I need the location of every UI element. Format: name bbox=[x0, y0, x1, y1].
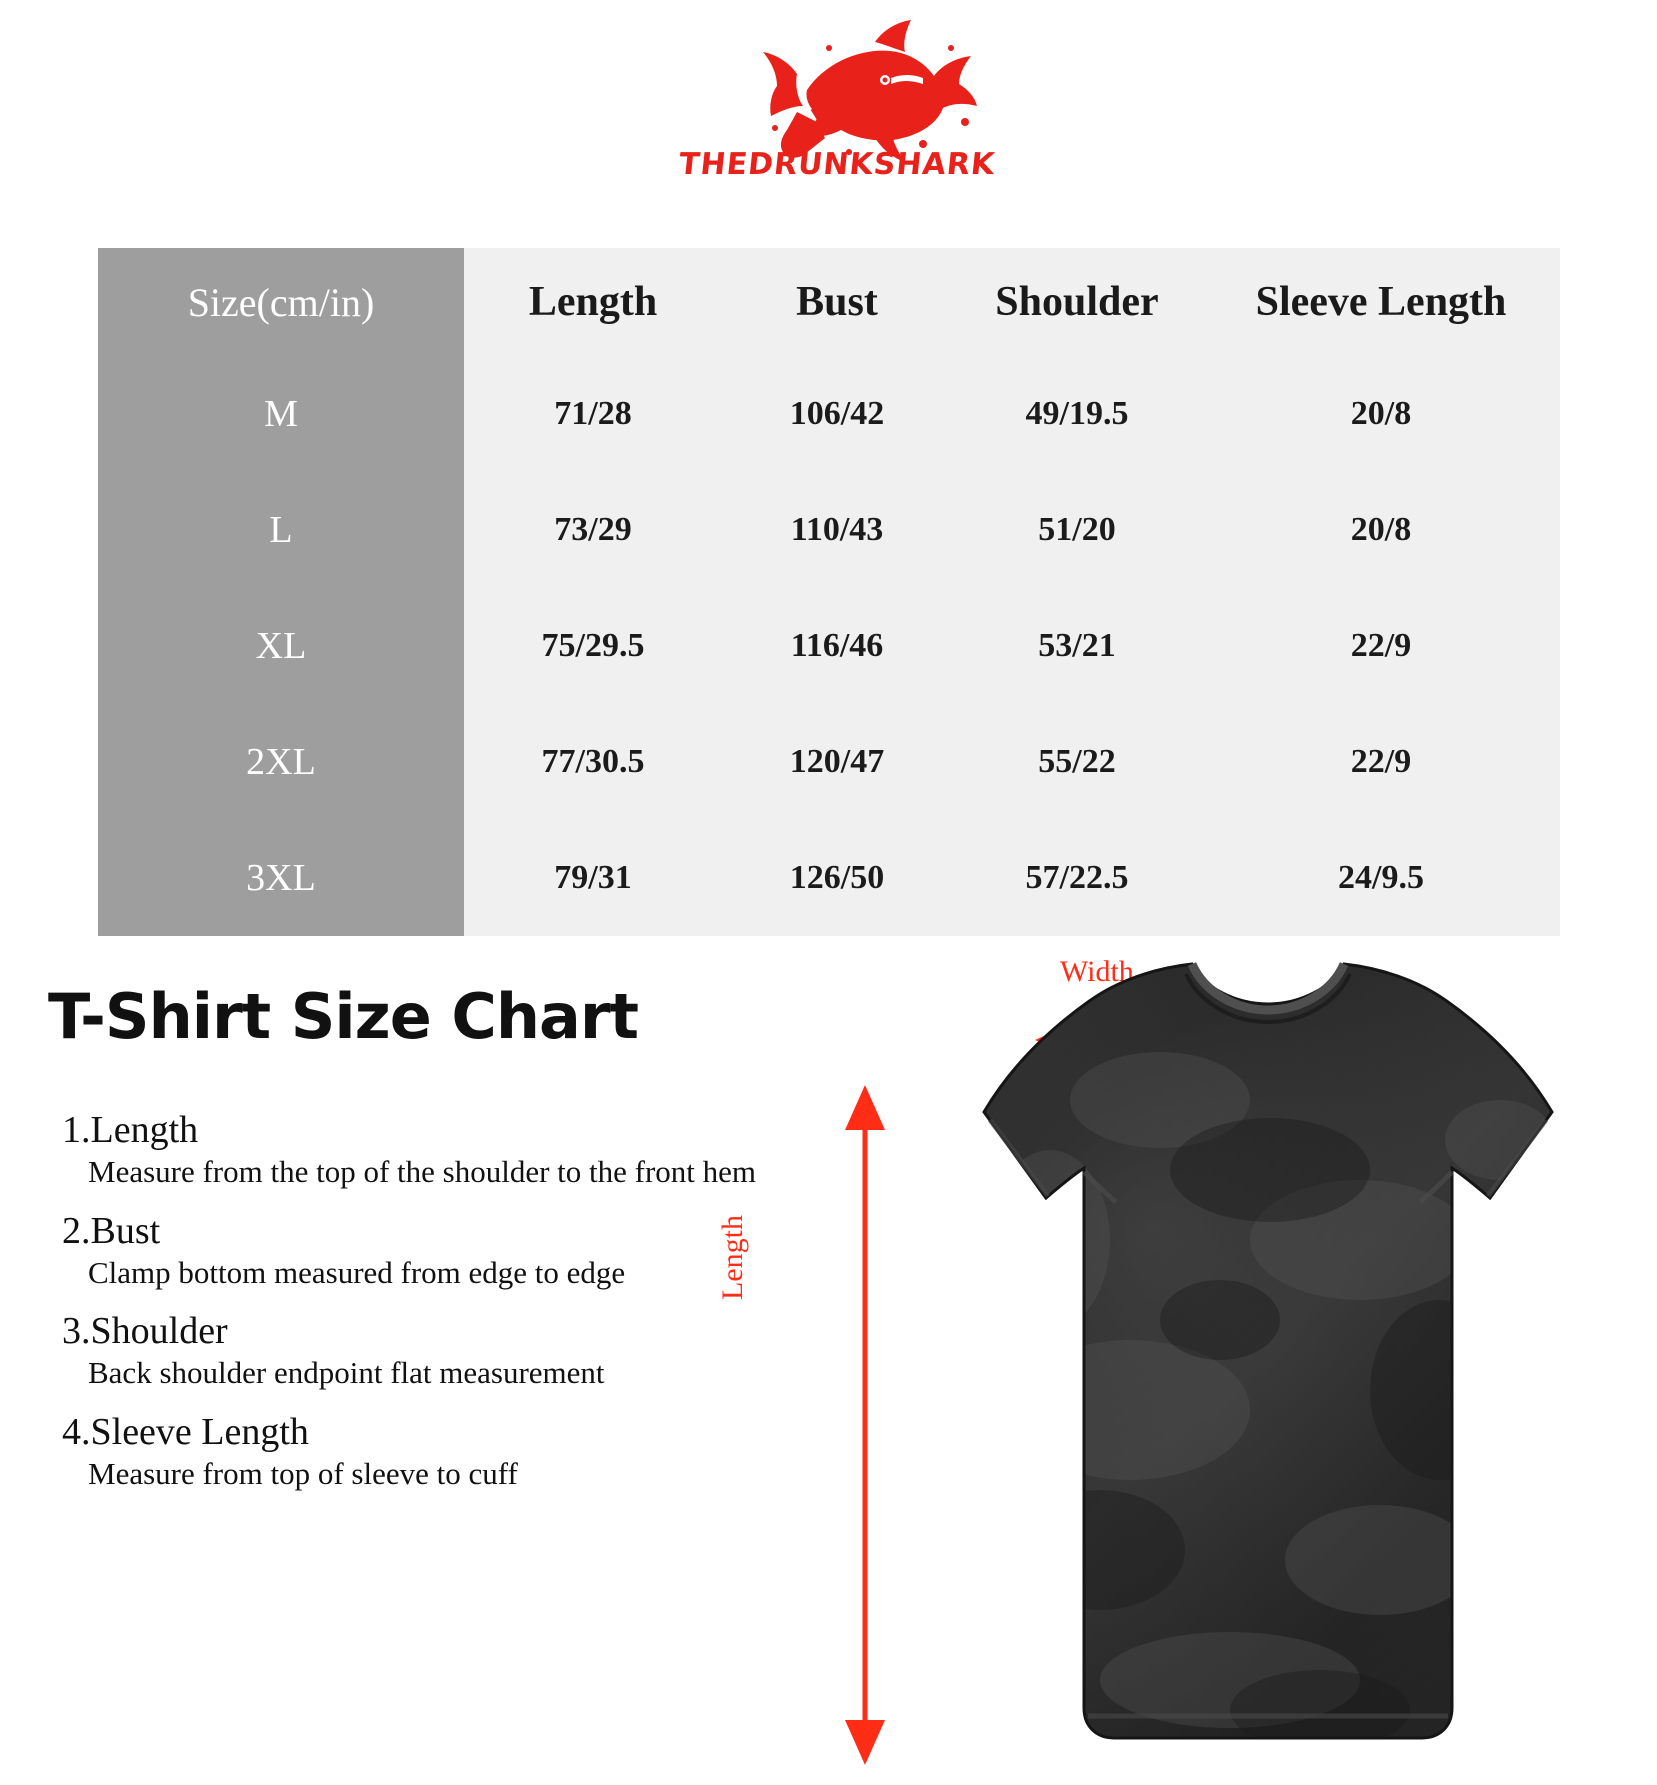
table-header-length: Length bbox=[528, 279, 658, 325]
cell-length: 73/29 bbox=[554, 511, 632, 548]
cell-sleeve: 22/9 bbox=[1350, 743, 1412, 780]
cell-length: 77/30.5 bbox=[541, 743, 645, 780]
cell-length: 71/28 bbox=[554, 395, 632, 432]
cell-shoulder: 55/22 bbox=[1038, 743, 1116, 780]
note-body-bust: Clamp bottom measured from edge to edge bbox=[88, 1254, 626, 1290]
cell-shoulder: 53/21 bbox=[1038, 627, 1116, 664]
note-body-shoulder: Back shoulder endpoint flat measurement bbox=[88, 1355, 605, 1391]
cell-size: 3XL bbox=[98, 820, 464, 936]
cell-length: 79/31 bbox=[554, 859, 632, 896]
tshirt-illustration bbox=[800, 940, 1640, 1770]
cell-sleeve: 22/9 bbox=[1350, 627, 1412, 664]
cell-bust: 120/47 bbox=[789, 743, 885, 780]
cell-sleeve: 20/8 bbox=[1350, 395, 1412, 432]
note-head-sleeve: 4.Sleeve Length bbox=[62, 1410, 309, 1453]
table-header-sleeve: Sleeve Length bbox=[1255, 279, 1507, 325]
cell-length: 75/29.5 bbox=[541, 627, 645, 664]
cell-shoulder: 51/20 bbox=[1038, 511, 1116, 548]
cell-size: M bbox=[98, 356, 464, 472]
table-header-shoulder: Shoulder bbox=[995, 279, 1159, 325]
note-head-shoulder: 3.Shoulder bbox=[62, 1310, 228, 1353]
cell-size: 2XL bbox=[98, 704, 464, 820]
cell-bust: 110/43 bbox=[790, 511, 884, 548]
table-header-bust: Bust bbox=[796, 279, 878, 325]
length-label: Length bbox=[716, 1215, 749, 1300]
note-head-bust: 2.Bust bbox=[62, 1209, 161, 1252]
note-body-sleeve: Measure from top of sleeve to cuff bbox=[88, 1455, 518, 1491]
table-header-size: Size(cm/in) bbox=[98, 248, 464, 356]
cell-bust: 106/42 bbox=[789, 395, 885, 432]
cell-sleeve: 24/9.5 bbox=[1338, 859, 1424, 896]
cell-bust: 126/50 bbox=[789, 859, 885, 896]
cell-shoulder: 57/22.5 bbox=[1025, 859, 1129, 896]
width-label: Width bbox=[1060, 955, 1134, 988]
cell-shoulder: 49/19.5 bbox=[1025, 395, 1129, 432]
note-body-length: Measure from the top of the shoulder to the front hem bbox=[88, 1154, 757, 1189]
page-title: T-Shirt Size Chart bbox=[48, 980, 639, 1053]
cell-bust: 116/46 bbox=[790, 627, 884, 664]
note-head-length: 1.Length bbox=[62, 1109, 199, 1151]
cell-size: L bbox=[98, 472, 464, 588]
cell-size: XL bbox=[98, 588, 464, 704]
brand-name: THEDRUNKSHARK bbox=[676, 147, 997, 182]
cell-sleeve: 20/8 bbox=[1350, 511, 1412, 548]
